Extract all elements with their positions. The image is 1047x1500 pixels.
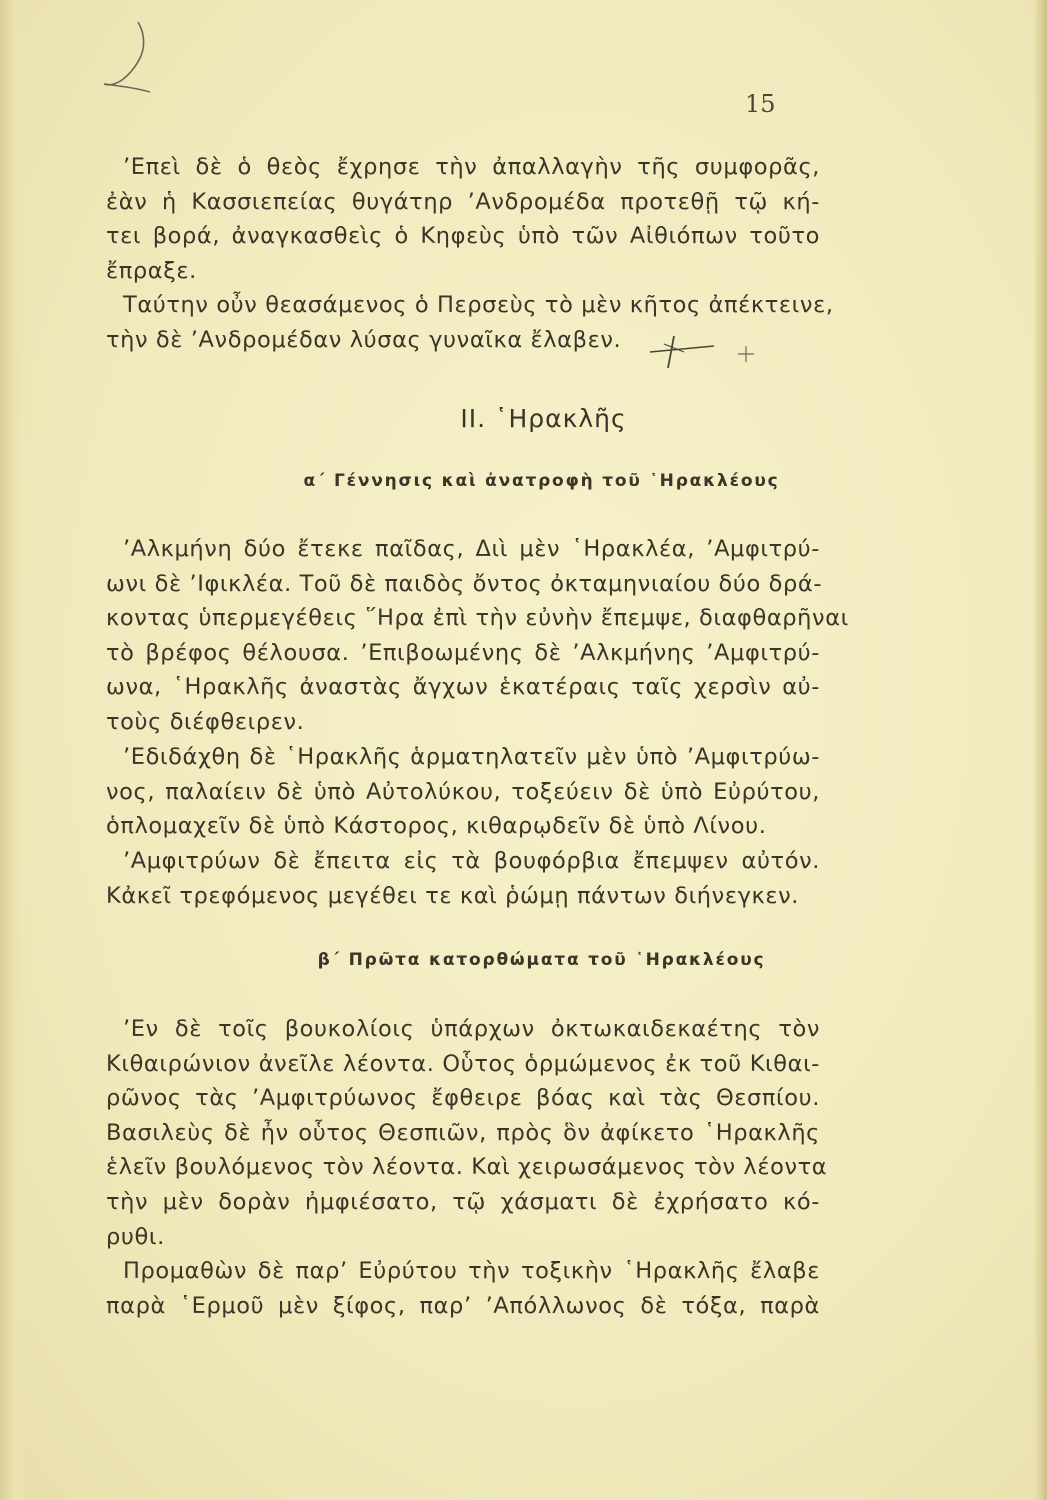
text-line: Προμαθὼν δὲ παρ’ Εὐρύτου τὴν τοξικὴν ῾Ηρακλῆς ἔλαβε bbox=[123, 1258, 820, 1284]
book-spine-shadow bbox=[0, 0, 26, 1500]
text-line: ἔπραξε. bbox=[106, 257, 197, 284]
text-line: ὁπλομαχεῖν δὲ ὑπὸ Κάστορος, κιθαρῳδεῖν δὲ ὑπὸ Λίνου. bbox=[106, 813, 767, 840]
text-line: παρὰ ῾Ερμοῦ μὲν ξίφος, παρ’ ’Απόλλωνος δὲ τόξα, παρὰ bbox=[106, 1292, 820, 1319]
paragraph-perseus-oracle bbox=[106, 150, 820, 288]
text-line: τοὺς διέφθειρεν. bbox=[106, 708, 305, 735]
page-number: 15 bbox=[745, 90, 776, 118]
pencil-cross-icon bbox=[640, 330, 770, 370]
chapter-title: ΙΙ. ῾Ηρακλῆς bbox=[460, 404, 627, 433]
text-line: ἑλεῖν βουλόμενος τὸν λέοντα. Καὶ χειρωσάμενος τὸν λέοντα bbox=[106, 1154, 828, 1181]
text-line: Βασιλεὺς δὲ ἦν οὗτος Θεσπιῶν, πρὸς ὃν ἀφίκετο ῾Ηρακλῆς bbox=[106, 1119, 820, 1146]
text-line: ωνι δὲ ’Ιφικλέα. Τοῦ δὲ παιδὸς ὄντος ὀκταμηνιαίου δύο δρά- bbox=[106, 570, 823, 597]
text-line: ρῶνος τὰς ’Αμφιτρύωνος ἔφθειρε βόας καὶ τὰς Θεσπίου. bbox=[106, 1085, 820, 1112]
text-line: ’Επεὶ δὲ ὁ θεὸς ἔχρησε τὴν ἀπαλλαγὴν τῆς συμφορᾶς, bbox=[123, 154, 820, 180]
text-line: ’Αμφιτρύων δὲ ἔπειτα εἰς τὰ βουφόρβια ἔπεμψεν αὐτόν. bbox=[123, 848, 820, 874]
text-line: ρυθι. bbox=[106, 1223, 165, 1250]
pencil-annotation-icon bbox=[100, 18, 170, 98]
text-line: κοντας ὑπερμεγέθεις ῞Ηρα ἐπὶ τὴν εὐνὴν ἔπεμψε, διαφθαρῆναι bbox=[106, 605, 849, 632]
text-line: ’Αλκμήνη δύο ἔτεκε παῖδας, Διὶ μὲν ῾Ηρακλέα, ’Αμφιτρύ- bbox=[123, 536, 820, 562]
paragraph-birth bbox=[106, 532, 849, 740]
text-line: τει βορά, ἀναγκασθεὶς ὁ Κηφεὺς ὑπὸ τῶν Αἰθιόπων τοῦτο bbox=[106, 223, 820, 250]
paragraph-cattle bbox=[106, 844, 820, 913]
paragraph-weapons bbox=[106, 1254, 820, 1323]
text-line: τὸ βρέφος θέλουσα. ’Επιβοωμένης δὲ ’Αλκμήνης ’Αμφιτρύ- bbox=[106, 639, 820, 666]
text-line: Κἀκεῖ τρεφόμενος μεγέθει τε καὶ ῥώμῃ πάντων διήνεγκεν. bbox=[106, 882, 800, 909]
section-b-title: β΄ Πρῶτα κατορθώματα τοῦ ῾Ηρακλέους bbox=[317, 950, 766, 970]
paragraph-education bbox=[106, 740, 820, 844]
page-edge-shadow bbox=[1033, 0, 1047, 1500]
text-line: ’Εδιδάχθη δὲ ῾Ηρακλῆς ἁρματηλατεῖν μὲν ὑπὸ ’Αμφιτρύω- bbox=[123, 744, 820, 770]
text-line: Ταύτην οὖν θεασάμενος ὁ Περσεὺς τὸ μὲν κῆτος ἀπέκτεινε, bbox=[123, 292, 834, 318]
text-line: τὴν δὲ ’Ανδρομέδαν λύσας γυναῖκα ἔλαβεν. bbox=[106, 326, 622, 353]
section-a-title: α΄ Γέννησις καὶ ἀνατροφὴ τοῦ ῾Ηρακλέους bbox=[303, 471, 780, 491]
text-line: ’Εν δὲ τοῖς βουκολίοις ὑπάρχων ὀκτωκαιδεκαέτης τὸν bbox=[123, 1016, 820, 1042]
paragraph-lion bbox=[106, 1012, 828, 1254]
text-line: τὴν μὲν δορὰν ἠμφιέσατο, τῷ χάσματι δὲ ἐχρήσατο κό- bbox=[106, 1188, 820, 1215]
text-line: ἐὰν ἡ Κασσιεπείας θυγάτηρ ’Ανδρομέδα προτεθῇ τῷ κή- bbox=[106, 188, 820, 215]
text-line: Κιθαιρώνιον ἀνεῖλε λέοντα. Οὗτος ὁρμώμενος ἐκ τοῦ Κιθαι- bbox=[106, 1050, 820, 1077]
text-line: νος, παλαίειν δὲ ὑπὸ Αὐτολύκου, τοξεύειν δὲ ὑπὸ Εὐρύτου, bbox=[106, 778, 820, 805]
text-line: ωνα, ῾Ηρακλῆς ἀναστὰς ἄγχων ἑκατέραις ταῖς χερσὶν αὐ- bbox=[106, 674, 820, 701]
